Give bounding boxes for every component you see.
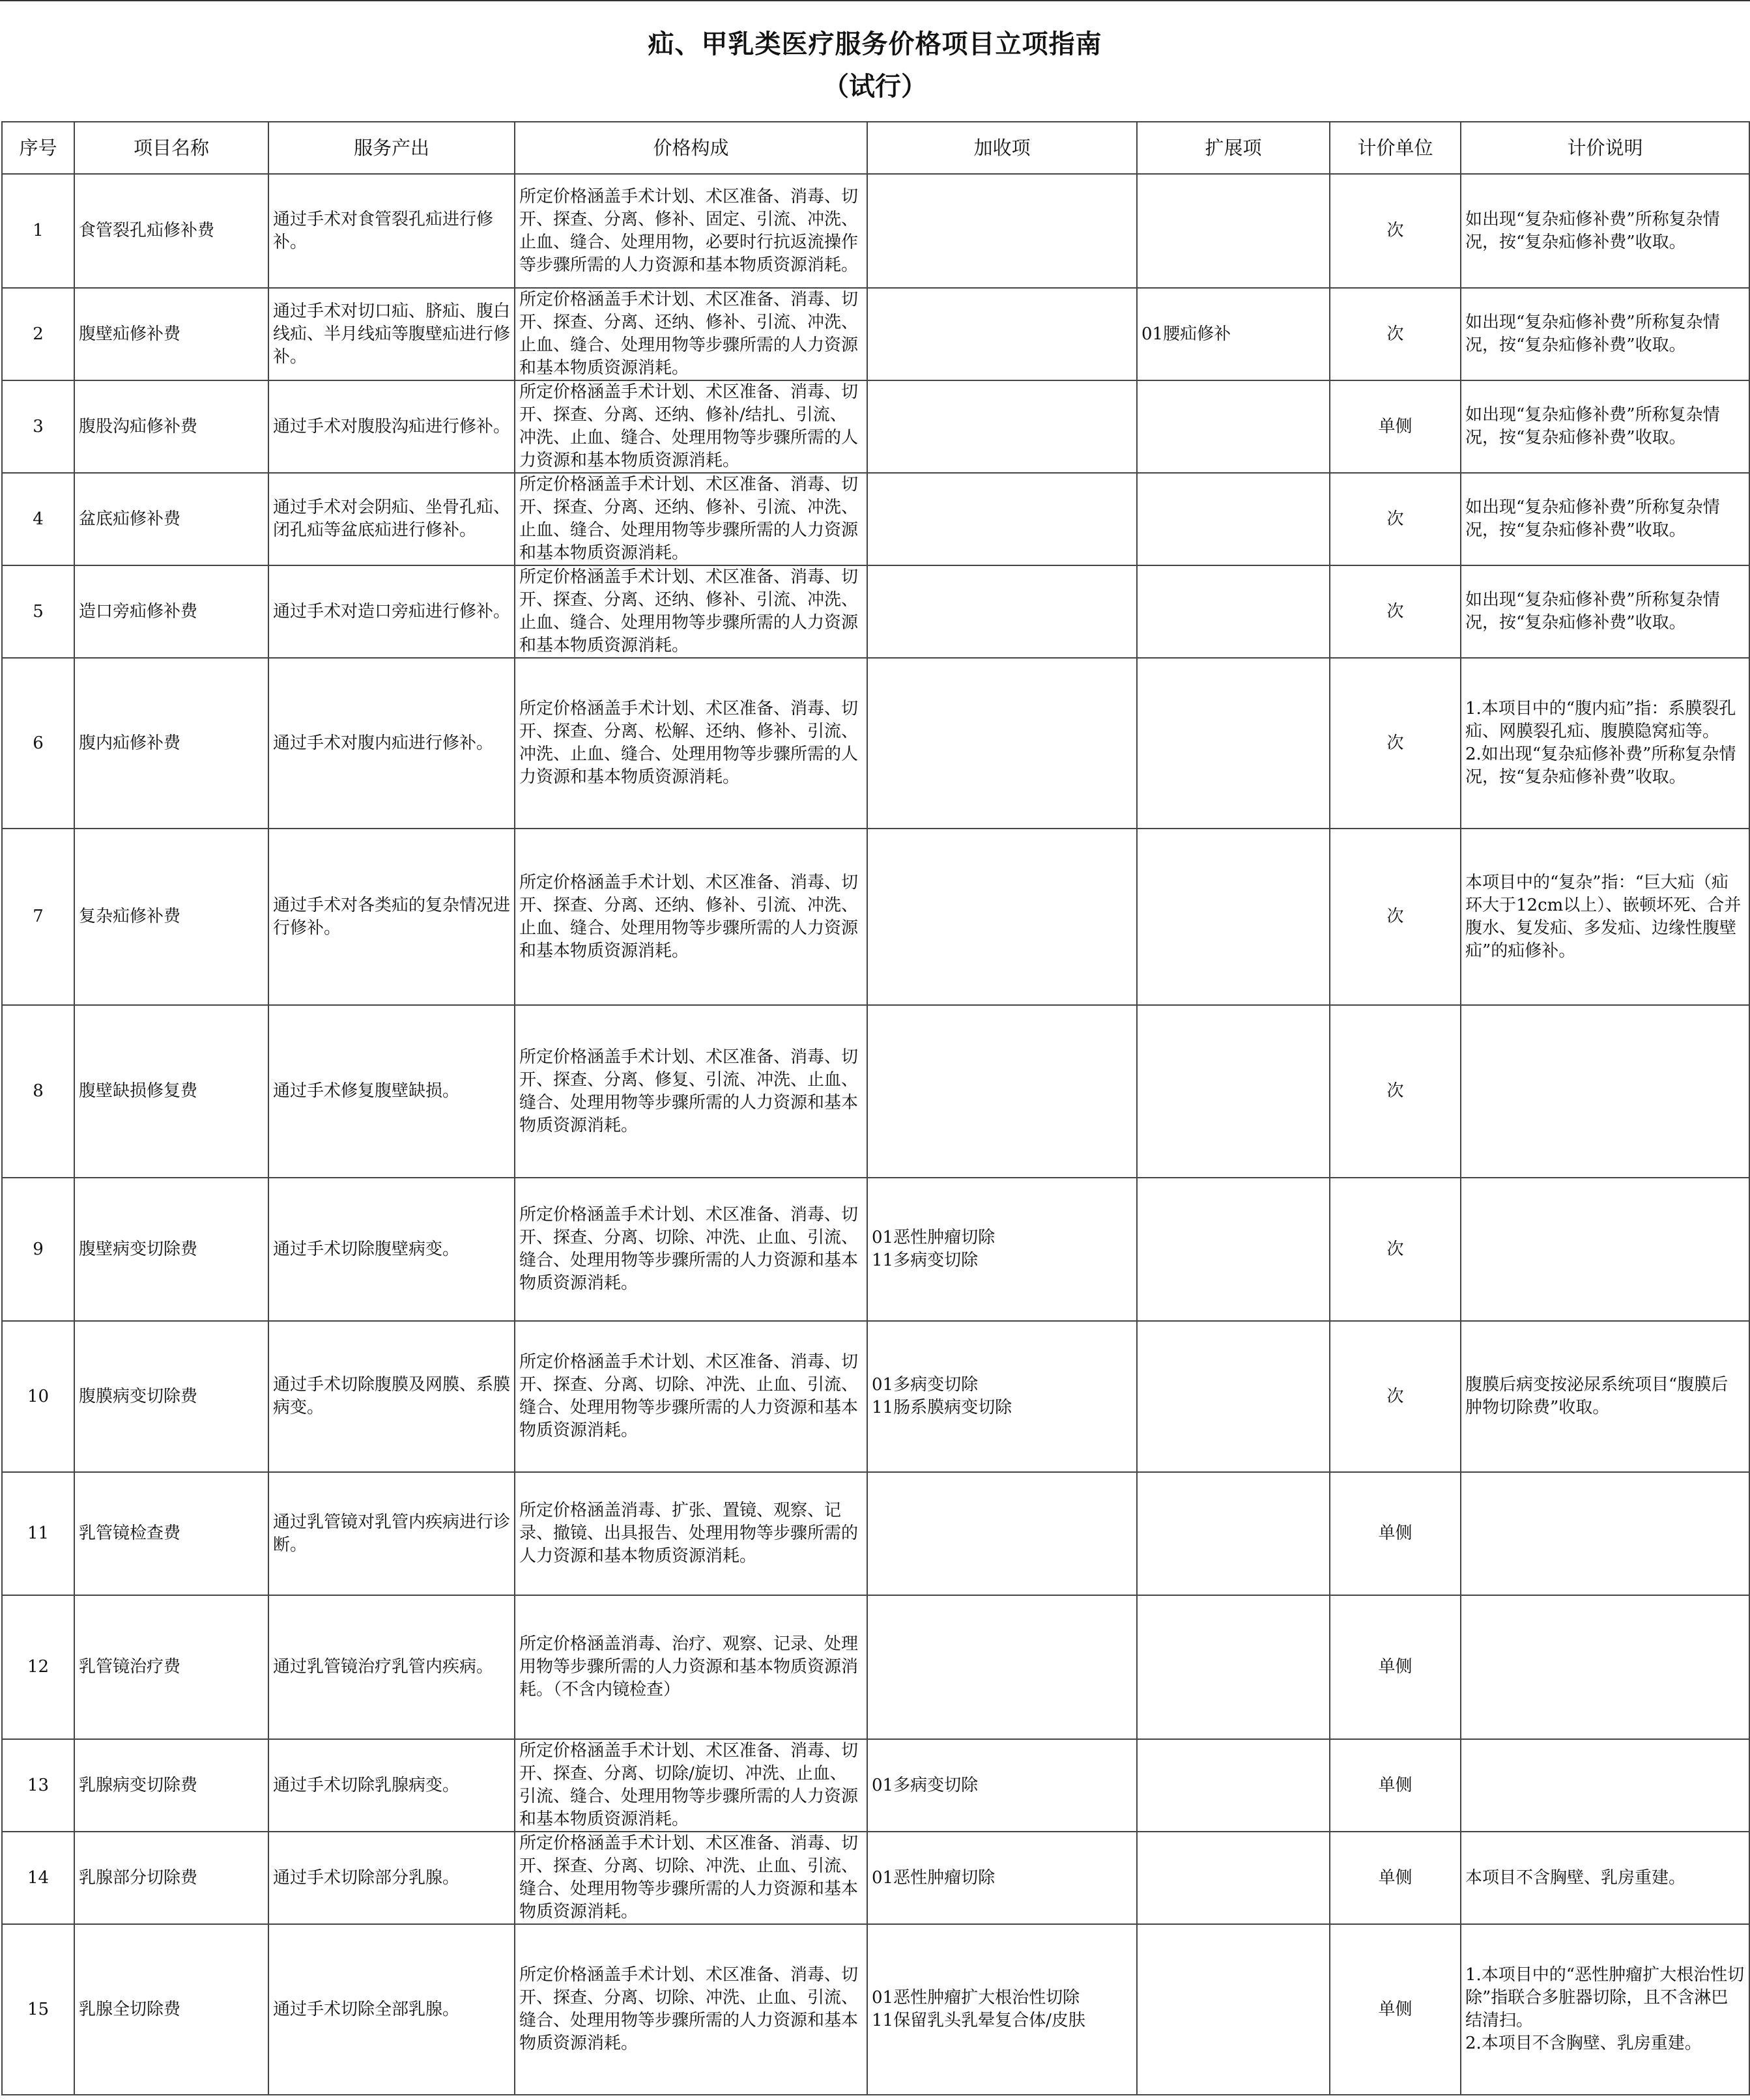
pricing-note-text: 1.本项目中的“恶性肿瘤扩大根治性切除”指联合多脏器切除，且不含淋巴结清扫。 2.本项目不含胸壁、乳房重建。 [1465,1965,1745,2053]
row-number-text: 7 [33,907,44,926]
pricing-unit-text: 单侧 [1378,1657,1413,1677]
price-composition [515,1595,867,1739]
table-row [2,1005,1749,1178]
addon-items-text: 01多病变切除 11肠系膜病变切除 [872,1375,1012,1417]
price-composition [515,829,867,1005]
price-composition-text: 所定价格涵盖手术计划、术区准备、消毒、切开、探查、分离、切除、冲洗、止血、引流、缝合、处理用物等步骤所需的人力资源和基本物质资源消耗。 [519,1352,859,1440]
pricing-unit-text: 次 [1386,1081,1404,1101]
service-output [268,1472,515,1595]
table-body [2,174,1749,2095]
item-name-text: 腹壁缺损修复费 [79,1081,198,1101]
table-row [2,658,1749,829]
addon-items [867,1005,1137,1178]
service-output-text: 通过手术修复腹壁缺损。 [273,1081,460,1101]
price-composition [515,565,867,658]
addon-items [867,1832,1137,1924]
row-number [2,380,74,473]
item-name-text: 腹膜病变切除费 [79,1386,198,1406]
service-output-text: 通过手术对腹股沟疝进行修补。 [273,416,511,436]
item-name-text: 食管裂孔疝修补费 [79,221,215,240]
item-name-text: 腹股沟疝修补费 [79,416,198,436]
pricing-note-text: 如出现“复杂疝修补费”所称复杂情况，按“复杂疝修补费”收取。 [1465,498,1720,540]
price-composition-text: 所定价格涵盖手术计划、术区准备、消毒、切开、探查、分离、切除、冲洗、止血、引流、缝合、处理用物等步骤所需的人力资源和基本物质资源消耗。 [519,1965,859,2053]
price-composition-text: 所定价格涵盖手术计划、术区准备、消毒、切开、探查、分离、还纳、修补、引流、冲洗、止血、缝合、处理用物等步骤所需的人力资源和基本物质资源消耗。 [519,872,859,961]
extension-items [1137,174,1330,288]
pricing-note-text: 如出现“复杂疝修补费”所称复杂情况，按“复杂疝修补费”收取。 [1465,209,1720,252]
addon-items [867,473,1137,565]
extension-items [1137,380,1330,473]
row-number [2,288,74,380]
pricing-unit-text: 单侧 [1378,1999,1413,2019]
pricing-note [1461,829,1749,1005]
item-name-text: 复杂疝修补费 [79,907,181,926]
row-number [2,658,74,829]
pricing-unit-text: 次 [1386,733,1404,753]
pricing-note [1461,174,1749,288]
pricing-note [1461,1005,1749,1178]
document-subtitle: （试行） [823,72,927,102]
item-name [74,1321,268,1472]
row-number [2,829,74,1005]
table-row [2,829,1749,1005]
service-output [268,1005,515,1178]
addon-items-text: 01恶性肿瘤扩大根治性切除 11保留乳头乳晕复合体/皮肤 [872,1988,1085,2030]
price-composition [515,1005,867,1178]
row-number-text: 15 [27,1999,50,2019]
pricing-unit-text: 单侧 [1378,1524,1413,1543]
service-output [268,380,515,473]
service-output [268,1595,515,1739]
item-name [74,565,268,658]
pricing-unit [1330,1321,1461,1472]
price-composition-text: 所定价格涵盖消毒、治疗、观察、记录、处理用物等步骤所需的人力资源和基本物质资源消耗。（不含内镜检查） [519,1634,859,1699]
item-name [74,658,268,829]
row-number-text: 14 [27,1867,50,1888]
header-note: 计价说明 [1461,122,1749,174]
table-row [2,288,1749,380]
title-block [0,0,1750,121]
header-price: 价格构成 [515,122,867,174]
price-composition [515,473,867,565]
addon-items [867,1924,1137,2095]
addon-items [867,829,1137,1005]
pricing-note [1461,1321,1749,1472]
pricing-note [1461,565,1749,658]
item-name-text: 乳管镜治疗费 [79,1657,181,1677]
pricing-unit-text: 次 [1386,1386,1404,1406]
table-row [2,1472,1749,1595]
extension-items [1137,1321,1330,1472]
pricing-unit-text: 单侧 [1378,416,1413,436]
addon-items [867,1595,1137,1739]
service-output-text: 通过手术对会阴疝、坐骨孔疝、闭孔疝等盆底疝进行修补。 [273,498,511,540]
pricing-note [1461,1178,1749,1321]
pricing-note-text: 如出现“复杂疝修补费”所称复杂情况，按“复杂疝修补费”收取。 [1465,313,1720,355]
service-output [268,1924,515,2095]
item-name-text: 盆底疝修补费 [79,509,181,529]
header-ext: 扩展项 [1137,122,1330,174]
pricing-unit [1330,565,1461,658]
service-output-text: 通过手术对各类疝的复杂情况进行修补。 [273,895,511,938]
row-number [2,565,74,658]
row-number-text: 11 [27,1524,50,1543]
pricing-unit [1330,1472,1461,1595]
header-no: 序号 [2,122,74,174]
item-name [74,829,268,1005]
item-name [74,1739,268,1832]
service-output-text: 通过手术切除乳腺病变。 [273,1775,460,1795]
price-composition-text: 所定价格涵盖手术计划、术区准备、消毒、切开、探查、分离、松解、还纳、修补、引流、冲洗、止血、缝合、处理用物等步骤所需的人力资源和基本物质资源消耗。 [519,699,859,787]
pricing-unit-text: 次 [1386,509,1404,529]
row-number-text: 5 [33,601,44,621]
item-name [74,1005,268,1178]
price-composition [515,1832,867,1924]
pricing-note-text: 1.本项目中的“腹内疝”指：系膜裂孔疝、网膜裂孔疝、腹膜隐窝疝等。 2.如出现“复杂疝修补费”所称复杂情况，按“复杂疝修补费”收取。 [1465,699,1736,787]
service-output [268,565,515,658]
service-output-text: 通过乳管镜治疗乳管内疾病。 [273,1657,494,1677]
service-output [268,1321,515,1472]
item-name [74,1832,268,1924]
item-name [74,288,268,380]
table-row [2,1832,1749,1924]
pricing-note-text: 如出现“复杂疝修补费”所称复杂情况，按“复杂疝修补费”收取。 [1465,405,1720,447]
row-number-text: 2 [33,324,44,344]
price-composition-text: 所定价格涵盖消毒、扩张、置镜、观察、记录、撤镜、出具报告、处理用物等步骤所需的人力资源和基本物质资源消耗。 [519,1501,859,1566]
table-row [2,473,1749,565]
row-number-text: 12 [27,1657,50,1677]
row-number [2,1739,74,1832]
pricing-note [1461,1832,1749,1924]
item-name-text: 腹内疝修补费 [79,733,181,753]
item-name [74,380,268,473]
pricing-unit-text: 次 [1386,221,1404,240]
extension-items [1137,473,1330,565]
price-composition-text: 所定价格涵盖手术计划、术区准备、消毒、切开、探查、分离、还纳、修补、引流、冲洗、止血、缝合、处理用物等步骤所需的人力资源和基本物质资源消耗。 [519,290,859,378]
table-row [2,1924,1749,2095]
price-composition-text: 所定价格涵盖手术计划、术区准备、消毒、切开、探查、分离、还纳、修补、引流、冲洗、止血、缝合、处理用物等步骤所需的人力资源和基本物质资源消耗。 [519,475,859,563]
table-row [2,174,1749,288]
price-composition [515,1924,867,2095]
row-number-text: 10 [27,1386,50,1406]
pricing-unit [1330,829,1461,1005]
pricing-note-text: 如出现“复杂疝修补费”所称复杂情况，按“复杂疝修补费”收取。 [1465,590,1720,632]
item-name-text: 乳腺病变切除费 [79,1775,198,1795]
table-row [2,1739,1749,1832]
row-number [2,1595,74,1739]
item-name [74,174,268,288]
row-number-text: 9 [33,1239,44,1259]
price-table [1,121,1750,2095]
service-output-text: 通过手术对食管裂孔疝进行修补。 [273,209,494,252]
pricing-note [1461,1595,1749,1739]
pricing-unit [1330,1005,1461,1178]
price-composition [515,288,867,380]
pricing-note [1461,288,1749,380]
price-composition-text: 所定价格涵盖手术计划、术区准备、消毒、切开、探查、分离、切除/旋切、冲洗、止血、引流、缝合、处理用物等步骤所需的人力资源和基本物质资源消耗。 [519,1741,859,1829]
addon-items-text: 01多病变切除 [872,1775,979,1795]
price-composition [515,658,867,829]
item-name [74,1472,268,1595]
price-composition [515,1321,867,1472]
service-output-text: 通过手术切除腹壁病变。 [273,1239,460,1259]
addon-items [867,1178,1137,1321]
extension-items [1137,1005,1330,1178]
price-composition [515,380,867,473]
pricing-note-text: 腹膜后病变按泌尿系统项目“腹膜后肿物切除费”收取。 [1465,1375,1728,1417]
item-name-text: 腹壁疝修补费 [79,324,181,344]
pricing-unit [1330,1178,1461,1321]
pricing-unit-text: 次 [1386,907,1404,926]
price-composition [515,174,867,288]
pricing-unit-text: 次 [1386,1239,1404,1259]
pricing-unit [1330,1832,1461,1924]
pricing-unit-text: 次 [1386,324,1404,344]
pricing-unit [1330,1595,1461,1739]
row-number-text: 8 [33,1081,44,1101]
document-title: 疝、甲乳类医疗服务价格项目立项指南 [648,29,1102,59]
service-output-text: 通过手术对切口疝、脐疝、腹白线疝、半月线疝等腹壁疝进行修补。 [273,301,511,367]
pricing-unit [1330,658,1461,829]
table-row [2,565,1749,658]
pricing-unit-text: 次 [1386,601,1404,621]
pricing-note [1461,1472,1749,1595]
price-composition-text: 所定价格涵盖手术计划、术区准备、消毒、切开、探查、分离、修复、引流、冲洗、止血、缝合、处理用物等步骤所需的人力资源和基本物质资源消耗。 [519,1047,859,1135]
pricing-note [1461,380,1749,473]
service-output [268,288,515,380]
service-output-text: 通过手术切除部分乳腺。 [273,1867,460,1888]
extension-items [1137,658,1330,829]
pricing-note-text: 本项目中的“复杂”指：“巨大疝（疝环大于12cm以上）、嵌顿坏死、合并腹水、复发疝、多发疝、边缘性腹壁疝”的疝修补。 [1465,872,1742,961]
addon-items-text: 01恶性肿瘤切除 [872,1867,996,1888]
row-number-text: 4 [33,509,44,529]
service-output [268,658,515,829]
pricing-unit [1330,174,1461,288]
addon-items [867,1739,1137,1832]
addon-items [867,658,1137,829]
row-number [2,1005,74,1178]
pricing-note [1461,1924,1749,2095]
header-name: 项目名称 [74,122,268,174]
extension-items [1137,1924,1330,2095]
extension-items [1137,829,1330,1005]
item-name [74,473,268,565]
service-output [268,829,515,1005]
service-output [268,1178,515,1321]
price-composition-text: 所定价格涵盖手术计划、术区准备、消毒、切开、探查、分离、修补、固定、引流、冲洗、止血、缝合、处理用物，必要时行抗返流操作等步骤所需的人力资源和基本物质资源消耗。 [519,186,859,275]
header-unit: 计价单位 [1330,122,1461,174]
price-composition [515,1739,867,1832]
addon-items [867,174,1137,288]
addon-items [867,1472,1137,1595]
pricing-note [1461,473,1749,565]
addon-items [867,1321,1137,1472]
addon-items [867,288,1137,380]
price-composition-text: 所定价格涵盖手术计划、术区准备、消毒、切开、探查、分离、还纳、修补、引流、冲洗、止血、缝合、处理用物等步骤所需的人力资源和基本物质资源消耗。 [519,567,859,655]
extension-items [1137,1178,1330,1321]
pricing-unit-text: 单侧 [1378,1775,1413,1795]
row-number-text: 6 [33,733,44,753]
extension-items [1137,1832,1330,1924]
header-addon: 加收项 [867,122,1137,174]
service-output-text: 通过手术对腹内疝进行修补。 [273,733,494,753]
table-row [2,1595,1749,1739]
item-name-text: 乳腺全切除费 [79,1999,181,2019]
row-number [2,1832,74,1924]
table-row [2,1321,1749,1472]
service-output-text: 通过手术切除全部乳腺。 [273,1999,460,2019]
extension-items [1137,1472,1330,1595]
pricing-unit [1330,473,1461,565]
extension-items [1137,1739,1330,1832]
pricing-note [1461,1739,1749,1832]
service-output-text: 通过手术切除腹膜及网膜、系膜病变。 [273,1375,511,1417]
extension-items [1137,565,1330,658]
service-output [268,1832,515,1924]
row-number-text: 13 [27,1775,50,1795]
pricing-unit-text: 单侧 [1378,1867,1413,1888]
table-row [2,380,1749,473]
pricing-note [1461,658,1749,829]
service-output [268,1739,515,1832]
pricing-unit [1330,1739,1461,1832]
addon-items-text: 01恶性肿瘤切除 11多病变切除 [872,1228,996,1270]
pricing-note-text: 本项目不含胸壁、乳房重建。 [1465,1867,1686,1888]
row-number [2,174,74,288]
extension-items [1137,1595,1330,1739]
row-number [2,1178,74,1321]
pricing-unit [1330,380,1461,473]
extension-items-text: 01腰疝修补 [1141,324,1231,344]
row-number [2,473,74,565]
item-name-text: 乳腺部分切除费 [79,1867,198,1888]
item-name [74,1924,268,2095]
service-output [268,174,515,288]
price-composition-text: 所定价格涵盖手术计划、术区准备、消毒、切开、探查、分离、还纳、修补/结扎、引流、冲洗、止血、缝合、处理用物等步骤所需的人力资源和基本物质资源消耗。 [519,382,859,470]
price-composition [515,1178,867,1321]
row-number [2,1472,74,1595]
price-composition-text: 所定价格涵盖手术计划、术区准备、消毒、切开、探查、分离、切除、冲洗、止血、引流、缝合、处理用物等步骤所需的人力资源和基本物质资源消耗。 [519,1205,859,1293]
price-composition-text: 所定价格涵盖手术计划、术区准备、消毒、切开、探查、分离、切除、冲洗、止血、引流、缝合、处理用物等步骤所需的人力资源和基本物质资源消耗。 [519,1834,859,1922]
pricing-unit [1330,1924,1461,2095]
header-output: 服务产出 [268,122,515,174]
item-name-text: 腹壁病变切除费 [79,1239,198,1259]
price-composition [515,1472,867,1595]
item-name-text: 造口旁疝修补费 [79,601,198,621]
addon-items [867,565,1137,658]
row-number-text: 1 [33,221,44,240]
item-name-text: 乳管镜检查费 [79,1524,181,1543]
header-row [2,122,1749,174]
row-number [2,1321,74,1472]
service-output [268,473,515,565]
service-output-text: 通过乳管镜对乳管内疾病进行诊断。 [273,1512,511,1555]
addon-items [867,380,1137,473]
table-row [2,1178,1749,1321]
pricing-unit [1330,288,1461,380]
item-name [74,1178,268,1321]
item-name [74,1595,268,1739]
extension-items [1137,288,1330,380]
row-number [2,1924,74,2095]
row-number-text: 3 [33,416,44,436]
service-output-text: 通过手术对造口旁疝进行修补。 [273,601,511,621]
